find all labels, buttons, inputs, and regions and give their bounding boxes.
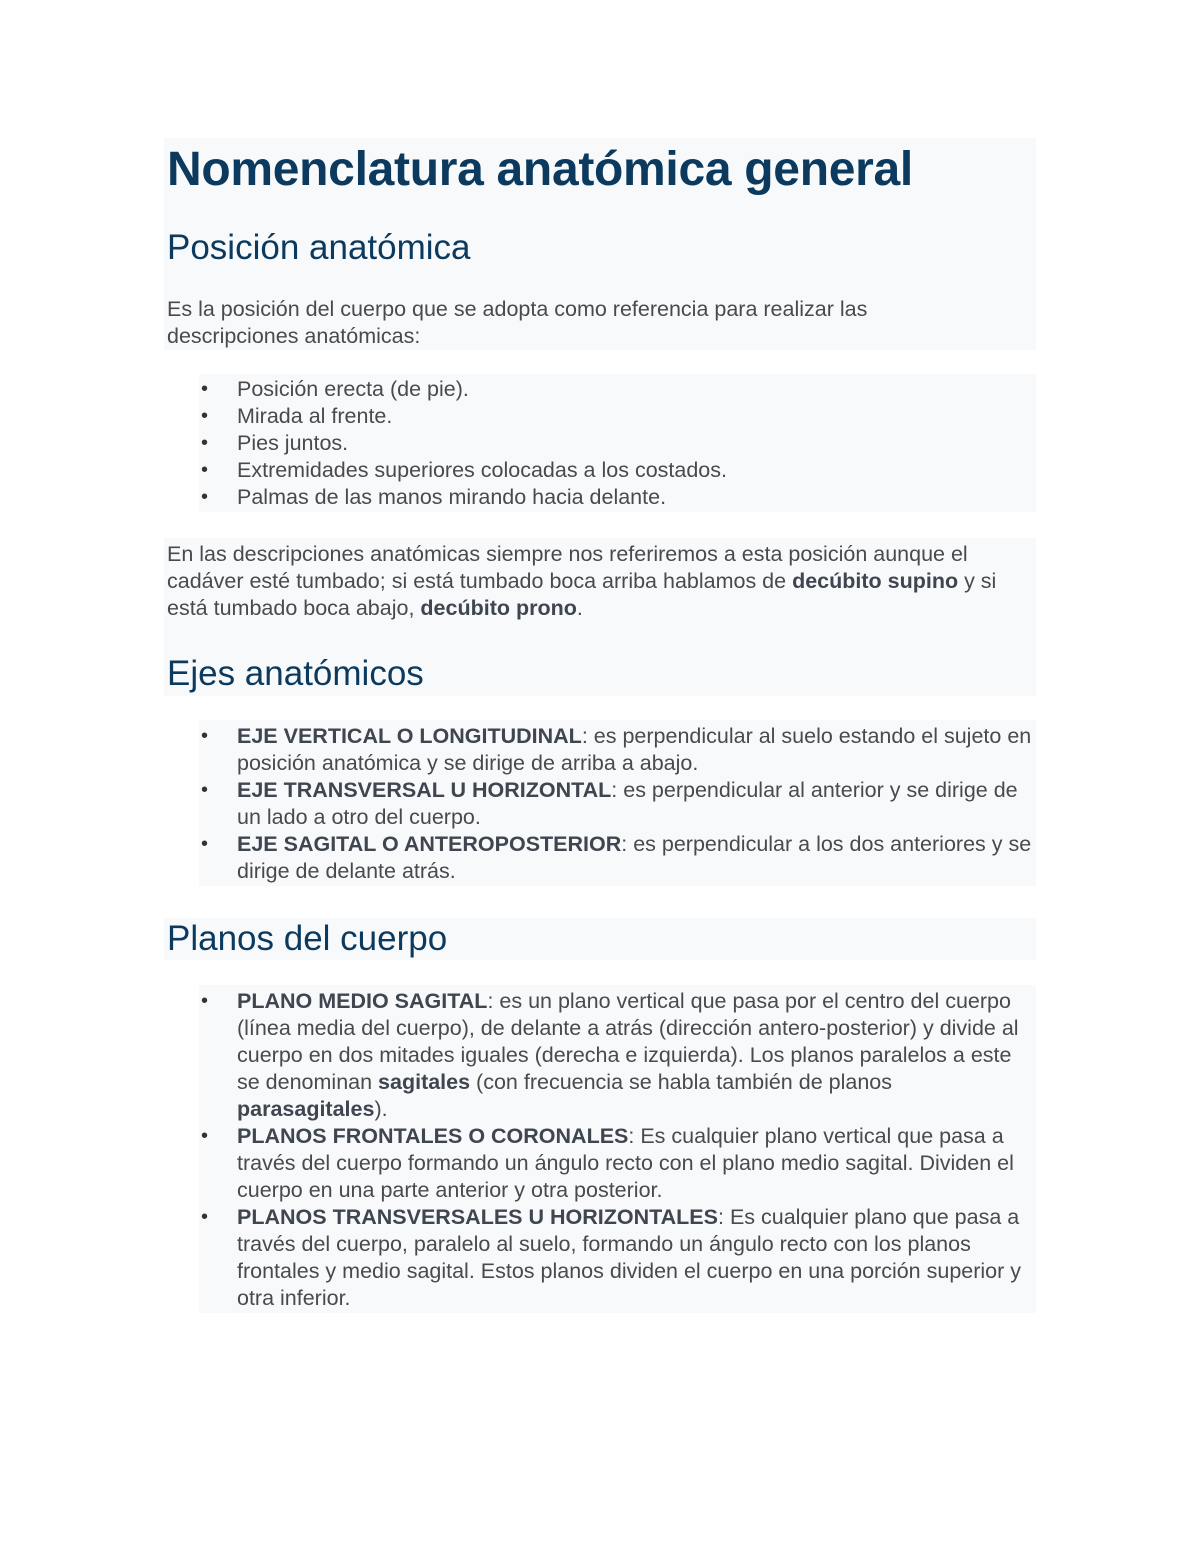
list-item: • Extremidades superiores colocadas a los costados. [199, 457, 1036, 484]
axes-list-block [199, 720, 1036, 886]
intro-paragraph: Es la posición del cuerpo que se adopta como referencia para realizar las descripciones anatómicas: [167, 297, 868, 348]
section-heading-ejes: Ejes anatómicos [167, 654, 424, 693]
list-item: • EJE VERTICAL O LONGITUDINAL: es perpendicular al suelo estando el sujeto en posición anatómica y se dirige de arriba a abajo. [199, 723, 1036, 777]
planos-heading-block [164, 918, 1036, 960]
section-heading-posicion: Posición anatómica [167, 228, 471, 267]
decubito-paragraph: En las descripciones anatómicas siempre nos referiremos a esta posición aunque el cadáver esté tumbado; si está tumbado boca arriba hablamos de decúbito supino y si está tumbado boca abajo, decúbito prono. [167, 542, 997, 620]
list-item: • EJE SAGITAL O ANTEROPOSTERIOR: es perpendicular a los dos anteriores y se dirige de delante atrás. [199, 831, 1036, 885]
intro-block [164, 138, 1036, 350]
decubito-block [164, 538, 1036, 696]
position-list [199, 374, 1036, 511]
position-list-block [199, 374, 1036, 512]
page-title: Nomenclatura anatómica general [167, 143, 913, 196]
list-item: • Posición erecta (de pie). [199, 376, 1036, 403]
list-item: • Mirada al frente. [199, 403, 1036, 430]
planes-list-block [199, 985, 1036, 1313]
list-item: • PLANOS TRANSVERSALES U HORIZONTALES: Es cualquier plano que pasa a través del cuerpo, paralelo al suelo, formando un ángulo recto con los planos frontales y medio sagital. Estos planos dividen el cuerpo en una porción superior y otra inferior. [199, 1204, 1036, 1312]
section-heading-planos: Planos del cuerpo [167, 919, 448, 958]
list-item: • PLANOS FRONTALES O CORONALES: Es cualquier plano vertical que pasa a través del cuerpo formando un ángulo recto con el plano medio sagital. Dividen el cuerpo en una parte anterior y otra posterior. [199, 1123, 1036, 1204]
term-decubito-prono: decúbito prono [420, 596, 577, 620]
axes-list [199, 720, 1036, 885]
list-item: • Palmas de las manos mirando hacia delante. [199, 484, 1036, 511]
list-item: • Pies juntos. [199, 430, 1036, 457]
term-decubito-supino: decúbito supino [792, 569, 959, 593]
list-item: • EJE TRANSVERSAL U HORIZONTAL: es perpendicular al anterior y se dirige de un lado a otro del cuerpo. [199, 777, 1036, 831]
planes-list [199, 985, 1036, 1312]
list-item: • PLANO MEDIO SAGITAL: es un plano vertical que pasa por el centro del cuerpo (línea media del cuerpo), de delante a atrás (dirección antero-posterior) y divide al cuerpo en dos mitades iguales (derecha e izquierda). Los planos paralelos a este se denominan sagitales (con frecuencia se habla también de planos parasagitales). [199, 988, 1036, 1123]
